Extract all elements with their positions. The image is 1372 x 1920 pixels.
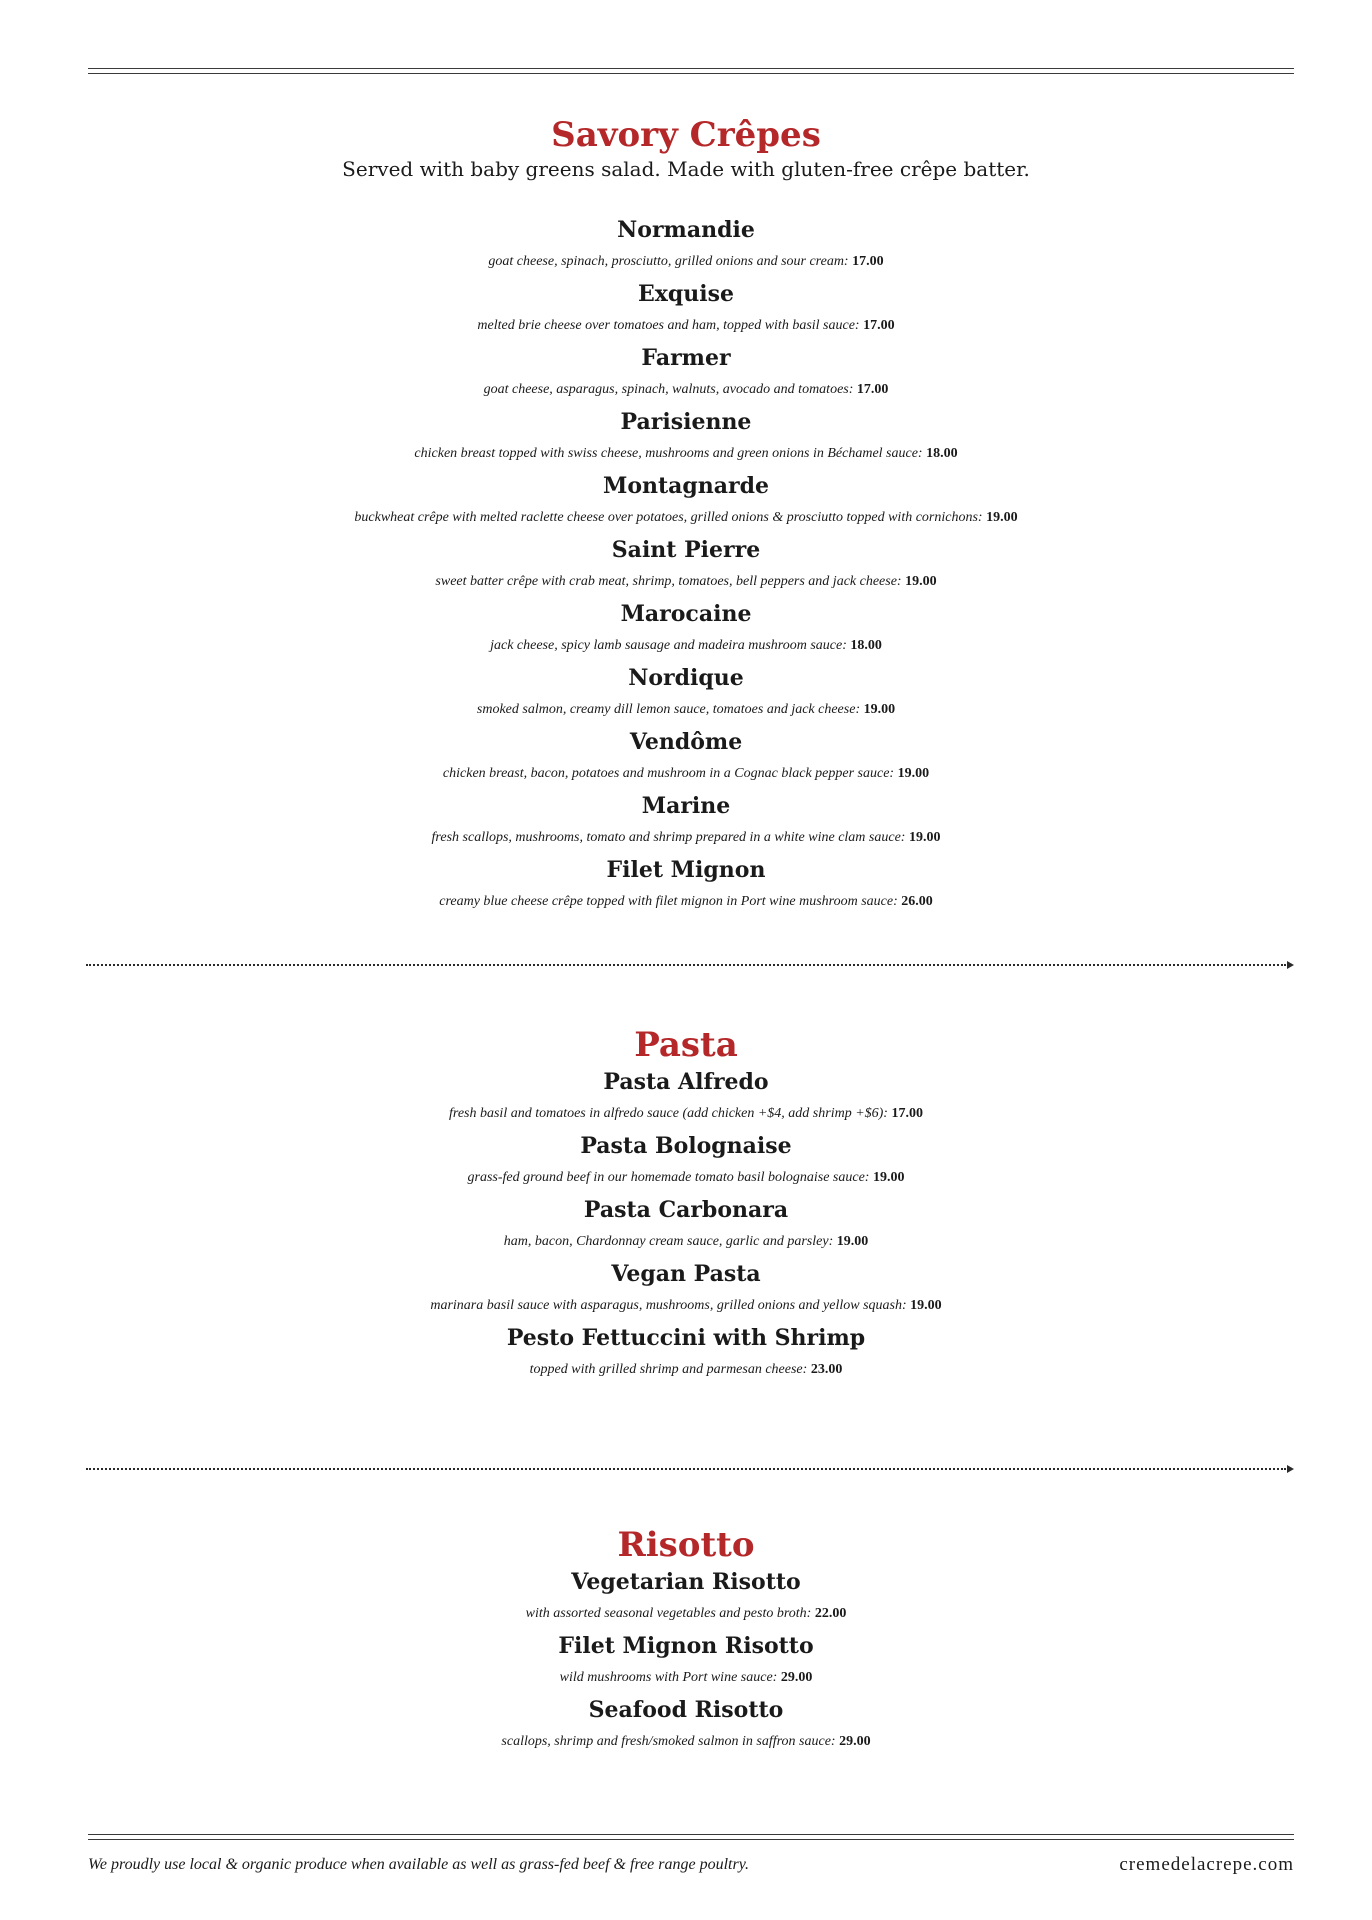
section-title: Risotto bbox=[617, 1525, 755, 1565]
item-description-line bbox=[0, 502, 1372, 534]
item-description-line bbox=[0, 1354, 1372, 1386]
item-price: 19.00 bbox=[986, 510, 1018, 525]
item-price: 19.00 bbox=[872, 1170, 905, 1185]
item-description-line bbox=[0, 1226, 1372, 1258]
item-description: scallops, shrimp and fresh/smoked salmon in saffron sauce: bbox=[501, 1734, 836, 1749]
item-description: fresh scallops, mushrooms, tomato and shrimp prepared in a white wine clam sauce: bbox=[431, 830, 906, 845]
item-name: Nordique bbox=[628, 665, 744, 691]
section-subtitle: Served with baby greens salad. Made with gluten-free crêpe batter. bbox=[342, 157, 1030, 181]
item-description: smoked salmon, creamy dill lemon sauce, tomatoes and jack cheese: bbox=[476, 702, 861, 717]
bottom-double-rule bbox=[88, 1834, 1294, 1840]
item-description: goat cheese, asparagus, spinach, walnuts, avocado and tomatoes: bbox=[483, 382, 854, 397]
item-description-line bbox=[0, 374, 1372, 406]
section-title: Savory Crêpes bbox=[551, 115, 821, 155]
item-description-line bbox=[0, 694, 1372, 726]
item-price: 17.00 bbox=[863, 318, 895, 333]
item-description: creamy blue cheese crêpe topped with filet mignon in Port wine mushroom sauce: bbox=[439, 894, 898, 909]
item-description-line bbox=[0, 1662, 1372, 1694]
menu-item bbox=[0, 1566, 1372, 1630]
item-description-line bbox=[0, 310, 1372, 342]
item-price: 18.00 bbox=[850, 638, 882, 653]
menu-item bbox=[0, 662, 1372, 726]
item-description-line bbox=[0, 630, 1372, 662]
item-description: goat cheese, spinach, prosciutto, grilled onions and sour cream: bbox=[488, 254, 849, 269]
item-name: Vendôme bbox=[629, 729, 743, 755]
item-price: 19.00 bbox=[908, 830, 941, 845]
item-name: Exquise bbox=[637, 281, 734, 307]
item-description: chicken breast, bacon, potatoes and mushroom in a Cognac black pepper sauce: bbox=[442, 766, 895, 781]
footer-note: We proudly use local & organic produce when available as well as grass-fed beef & free range poultry. bbox=[88, 1856, 749, 1873]
menu-item bbox=[0, 1130, 1372, 1194]
item-price: 19.00 bbox=[897, 766, 930, 781]
menu-items bbox=[0, 1066, 1372, 1386]
menu-item bbox=[0, 534, 1372, 598]
item-name: Vegan Pasta bbox=[611, 1261, 761, 1287]
item-price: 17.00 bbox=[852, 254, 884, 269]
item-price: 29.00 bbox=[839, 1734, 871, 1749]
item-description-line bbox=[0, 1098, 1372, 1130]
item-name: Filet Mignon bbox=[606, 857, 766, 883]
item-description-line bbox=[0, 1598, 1372, 1630]
menu-items bbox=[0, 1566, 1372, 1758]
item-description: topped with grilled shrimp and parmesan cheese: bbox=[529, 1362, 808, 1377]
item-description: marinara basil sauce with asparagus, mushrooms, grilled onions and yellow squash: bbox=[430, 1298, 907, 1313]
item-description-line bbox=[0, 566, 1372, 598]
item-name: Vegetarian Risotto bbox=[571, 1569, 801, 1595]
item-description: fresh basil and tomatoes in alfredo sauce (add chicken +$4, add shrimp +$6): bbox=[449, 1106, 888, 1121]
item-description: buckwheat crêpe with melted raclette cheese over potatoes, grilled onions & prosciutto topped with cornichons: bbox=[354, 510, 983, 525]
item-price: 29.00 bbox=[780, 1670, 813, 1685]
item-description-line bbox=[0, 438, 1372, 470]
item-name: Farmer bbox=[641, 345, 731, 371]
item-price: 19.00 bbox=[905, 574, 937, 589]
menu-item bbox=[0, 278, 1372, 342]
menu-item bbox=[0, 1258, 1372, 1322]
item-description: sweet batter crêpe with crab meat, shrimp, tomatoes, bell peppers and jack cheese: bbox=[435, 574, 902, 589]
item-name: Pasta Carbonara bbox=[583, 1197, 789, 1223]
item-description: grass-fed ground beef in our homemade tomato basil bolognaise sauce: bbox=[467, 1170, 870, 1185]
menu-item bbox=[0, 470, 1372, 534]
item-description: jack cheese, spicy lamb sausage and madeira mushroom sauce: bbox=[490, 638, 847, 653]
menu-item bbox=[0, 790, 1372, 854]
item-price: 17.00 bbox=[856, 382, 889, 397]
section-savory-crepes bbox=[0, 114, 1372, 918]
menu-item bbox=[0, 1630, 1372, 1694]
item-description-line bbox=[0, 758, 1372, 790]
section-title: Pasta bbox=[634, 1025, 738, 1065]
item-description: with assorted seasonal vegetables and pesto broth: bbox=[525, 1606, 812, 1621]
item-description: ham, bacon, Chardonnay cream sauce, garlic and parsley: bbox=[503, 1234, 834, 1249]
item-description: chicken breast topped with swiss cheese, mushrooms and green onions in Béchamel sauce: bbox=[414, 446, 923, 461]
item-description: melted brie cheese over tomatoes and ham, topped with basil sauce: bbox=[477, 318, 860, 333]
menu-item bbox=[0, 1194, 1372, 1258]
dotted-divider bbox=[86, 964, 1286, 966]
menu-item bbox=[0, 1694, 1372, 1758]
item-name: Marine bbox=[641, 793, 731, 819]
item-price: 26.00 bbox=[901, 894, 933, 909]
item-price: 17.00 bbox=[891, 1106, 923, 1121]
item-name: Marocaine bbox=[620, 601, 752, 627]
menu-item bbox=[0, 1066, 1372, 1130]
menu-item bbox=[0, 342, 1372, 406]
item-name: Parisienne bbox=[620, 409, 752, 435]
item-name: Filet Mignon Risotto bbox=[558, 1633, 814, 1659]
item-name: Normandie bbox=[617, 217, 755, 243]
item-price: 19.00 bbox=[836, 1234, 869, 1249]
footer-website: cremedelacrepe.com bbox=[1119, 1854, 1294, 1875]
item-description-line bbox=[0, 1726, 1372, 1758]
item-name: Saint Pierre bbox=[611, 537, 761, 563]
section-risotto bbox=[0, 1524, 1372, 1758]
item-name: Seafood Risotto bbox=[588, 1697, 784, 1723]
item-name: Pasta Alfredo bbox=[603, 1069, 769, 1095]
item-price: 19.00 bbox=[863, 702, 896, 717]
item-description-line bbox=[0, 1162, 1372, 1194]
menu-item bbox=[0, 406, 1372, 470]
item-description-line bbox=[0, 886, 1372, 918]
item-name: Pasta Bolognaise bbox=[580, 1133, 792, 1159]
menu-item bbox=[0, 726, 1372, 790]
item-name: Montagnarde bbox=[602, 473, 770, 499]
menu-item bbox=[0, 598, 1372, 662]
menu-item bbox=[0, 1322, 1372, 1386]
item-name: Pesto Fettuccini with Shrimp bbox=[506, 1325, 866, 1351]
item-description-line bbox=[0, 246, 1372, 278]
item-description: wild mushrooms with Port wine sauce: bbox=[559, 1670, 778, 1685]
item-price: 18.00 bbox=[926, 446, 958, 461]
item-description-line bbox=[0, 1290, 1372, 1322]
dotted-divider bbox=[86, 1468, 1286, 1470]
item-price: 23.00 bbox=[810, 1362, 843, 1377]
menu-item bbox=[0, 854, 1372, 918]
menu-item bbox=[0, 214, 1372, 278]
menu-items bbox=[0, 214, 1372, 918]
top-double-rule bbox=[88, 68, 1294, 74]
item-price: 19.00 bbox=[910, 1298, 942, 1313]
item-description-line bbox=[0, 822, 1372, 854]
section-pasta bbox=[0, 1024, 1372, 1386]
item-price: 22.00 bbox=[814, 1606, 847, 1621]
